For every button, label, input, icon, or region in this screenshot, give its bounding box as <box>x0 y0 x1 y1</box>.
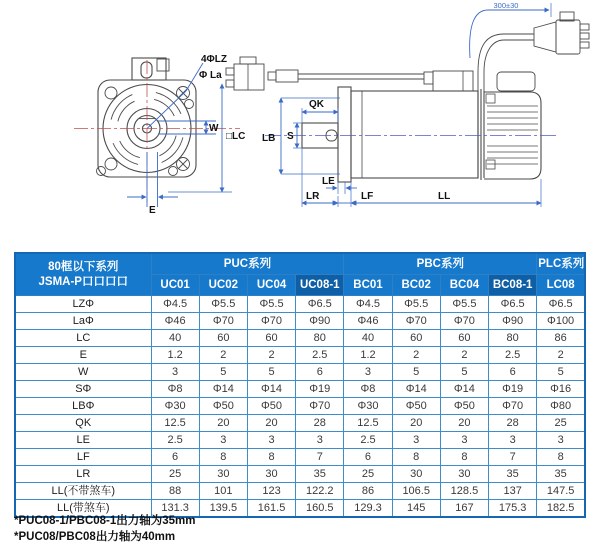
table-row <box>15 364 585 381</box>
spec-cell: Φ14 <box>392 381 440 398</box>
spec-cell: 20 <box>392 415 440 432</box>
dim-label-lr: LR <box>306 191 320 202</box>
spec-cell: Φ70 <box>489 398 537 415</box>
power-cable-icon <box>478 12 589 91</box>
spec-cell: 2 <box>392 347 440 364</box>
spec-cell: 60 <box>392 330 440 347</box>
spec-cell: Φ70 <box>296 398 344 415</box>
spec-cell: 2 <box>247 347 295 364</box>
spec-cell: Φ16 <box>537 381 585 398</box>
spec-cell: 60 <box>199 330 247 347</box>
spec-cell: Φ50 <box>392 398 440 415</box>
spec-table <box>14 252 586 518</box>
table-row <box>15 415 585 432</box>
spec-cell: Φ70 <box>247 313 295 330</box>
footnote-2: *PUC08/PBC08出力轴为40mm <box>14 531 176 543</box>
spec-cell: 1.2 <box>151 347 199 364</box>
column-header-uc01: UC01 <box>151 275 199 296</box>
group-header-plc: PLC系列 <box>537 253 585 275</box>
spec-cell: Φ5.5 <box>392 296 440 313</box>
spec-cell: Φ90 <box>489 313 537 330</box>
table-row <box>15 296 585 313</box>
spec-cell: Φ50 <box>440 398 488 415</box>
dim-label-w: W <box>209 123 219 134</box>
footnote-1: *PUC08-1/PBC08-1出力轴为35mm <box>14 515 196 527</box>
row-label: SΦ <box>15 381 151 398</box>
dim-label-le: LE <box>322 176 335 187</box>
row-label: LF <box>15 449 151 466</box>
spec-cell: 30 <box>199 466 247 483</box>
column-header-uc08-1: UC08-1 <box>296 275 344 296</box>
spec-cell: Φ6.5 <box>296 296 344 313</box>
row-label: LR <box>15 466 151 483</box>
spec-cell: 106.5 <box>392 483 440 500</box>
row-label: QK <box>15 415 151 432</box>
spec-cell: 1.2 <box>344 347 392 364</box>
spec-cell: Φ46 <box>151 313 199 330</box>
spec-cell: 20 <box>440 415 488 432</box>
spec-cell: 12.5 <box>151 415 199 432</box>
spec-cell: 128.5 <box>440 483 488 500</box>
table-row <box>15 313 585 330</box>
spec-cell: 6 <box>151 449 199 466</box>
spec-cell: Φ8 <box>344 381 392 398</box>
spec-cell: 6 <box>296 364 344 381</box>
spec-cell: 8 <box>537 449 585 466</box>
dim-label-qk: QK <box>309 99 324 110</box>
spec-cell: 25 <box>344 466 392 483</box>
spec-cell: Φ4.5 <box>344 296 392 313</box>
spec-cell: 101 <box>199 483 247 500</box>
spec-cell: 80 <box>296 330 344 347</box>
motor-dimension-drawing <box>0 0 600 250</box>
spec-table-wrapper <box>14 252 586 518</box>
spec-cell: 30 <box>392 466 440 483</box>
spec-cell: 3 <box>344 364 392 381</box>
spec-cell: 30 <box>247 466 295 483</box>
table-row <box>15 432 585 449</box>
spec-cell: Φ6.5 <box>537 296 585 313</box>
spec-cell: 8 <box>199 449 247 466</box>
spec-cell: 60 <box>247 330 295 347</box>
encoder-connector-icon <box>226 57 264 90</box>
spec-cell: Φ4.5 <box>151 296 199 313</box>
group-header-puc: PUC系列 <box>151 253 344 275</box>
spec-cell: 25 <box>537 415 585 432</box>
cooling-ribs-icon <box>487 106 538 164</box>
spec-cell: Φ19 <box>296 381 344 398</box>
spec-cell: 3 <box>199 432 247 449</box>
spec-cell: 35 <box>489 466 537 483</box>
spec-cell: 167 <box>440 500 488 518</box>
table-row <box>15 330 585 347</box>
spec-cell: 3 <box>247 432 295 449</box>
spec-cell: 5 <box>440 364 488 381</box>
spec-cell: 2.5 <box>489 347 537 364</box>
spec-cell: 86 <box>344 483 392 500</box>
spec-cell: 123 <box>247 483 295 500</box>
column-header-bc08-1: BC08-1 <box>489 275 537 296</box>
dim-label-lf: LF <box>361 191 374 202</box>
spec-cell: 139.5 <box>199 500 247 518</box>
spec-cell: 88 <box>151 483 199 500</box>
row-label: W <box>15 364 151 381</box>
spec-cell: 182.5 <box>537 500 585 518</box>
spec-cell: 129.3 <box>344 500 392 518</box>
spec-cell: 147.5 <box>537 483 585 500</box>
dim-label-lc: □LC <box>226 131 246 142</box>
table-row <box>15 466 585 483</box>
spec-cell: 12.5 <box>344 415 392 432</box>
spec-cell: 161.5 <box>247 500 295 518</box>
column-header-uc02: UC02 <box>199 275 247 296</box>
table-corner-header <box>15 253 151 296</box>
spec-cell: 7 <box>489 449 537 466</box>
spec-cell: 2 <box>440 347 488 364</box>
row-label: E <box>15 347 151 364</box>
spec-cell: 86 <box>537 330 585 347</box>
spec-cell: 122.2 <box>296 483 344 500</box>
spec-cell: 25 <box>151 466 199 483</box>
spec-cell: 5 <box>392 364 440 381</box>
spec-cell: 3 <box>392 432 440 449</box>
bolt-holes-icon <box>97 87 194 176</box>
table-row <box>15 449 585 466</box>
spec-cell: Φ46 <box>344 313 392 330</box>
row-label: LBΦ <box>15 398 151 415</box>
dim-label-lb: LB <box>262 133 276 144</box>
spec-cell: Φ30 <box>151 398 199 415</box>
spec-cell: Φ70 <box>440 313 488 330</box>
dim-label-e: E <box>149 205 156 216</box>
spec-cell: 5 <box>247 364 295 381</box>
spec-cell: 2.5 <box>344 432 392 449</box>
spec-cell: 3 <box>537 432 585 449</box>
spec-cell: 40 <box>344 330 392 347</box>
spec-cell: 3 <box>151 364 199 381</box>
spec-cell: 35 <box>537 466 585 483</box>
series-title-line2: JSMA-P口口口口 <box>38 275 128 288</box>
column-header-bc04: BC04 <box>440 275 488 296</box>
spec-cell: 6 <box>489 364 537 381</box>
spec-cell: 8 <box>247 449 295 466</box>
group-header-pbc: PBC系列 <box>344 253 537 275</box>
spec-cell: Φ70 <box>392 313 440 330</box>
spec-cell: Φ100 <box>537 313 585 330</box>
spec-cell: Φ5.5 <box>440 296 488 313</box>
spec-cell: 60 <box>440 330 488 347</box>
spec-cell: 8 <box>440 449 488 466</box>
spec-cell: 2 <box>199 347 247 364</box>
dim-label-ll: LL <box>438 191 451 202</box>
spec-cell: Φ19 <box>489 381 537 398</box>
spec-cell: 20 <box>247 415 295 432</box>
table-row <box>15 483 585 500</box>
spec-cell: Φ5.5 <box>247 296 295 313</box>
spec-cell: 5 <box>199 364 247 381</box>
row-label: LZΦ <box>15 296 151 313</box>
spec-cell: 8 <box>392 449 440 466</box>
spec-cell: Φ50 <box>247 398 295 415</box>
spec-cell: 3 <box>440 432 488 449</box>
spec-cell: Φ30 <box>344 398 392 415</box>
column-header-uc04: UC04 <box>247 275 295 296</box>
row-label: LC <box>15 330 151 347</box>
spec-cell: 80 <box>489 330 537 347</box>
spec-cell: Φ50 <box>199 398 247 415</box>
row-label: LL(带煞车) <box>15 500 151 518</box>
spec-cell: 40 <box>151 330 199 347</box>
spec-cell: 160.5 <box>296 500 344 518</box>
table-row <box>15 347 585 364</box>
spec-cell: 6 <box>344 449 392 466</box>
footnotes <box>14 513 196 545</box>
dim-label-cable-length: 300±30 <box>493 1 519 10</box>
spec-cell: Φ80 <box>537 398 585 415</box>
table-row <box>15 398 585 415</box>
front-top-connector-icon <box>132 58 169 80</box>
dim-label-s: S <box>287 131 294 142</box>
spec-cell: 7 <box>296 449 344 466</box>
spec-cell: 131.3 <box>151 500 199 518</box>
row-label: LaΦ <box>15 313 151 330</box>
series-title-line1: 80框以下系列 <box>48 261 119 274</box>
spec-cell: 28 <box>296 415 344 432</box>
spec-cell: 2.5 <box>151 432 199 449</box>
spec-cell: 35 <box>296 466 344 483</box>
row-label: LE <box>15 432 151 449</box>
spec-cell: 2.5 <box>296 347 344 364</box>
spec-cell: 137 <box>489 483 537 500</box>
table-row <box>15 381 585 398</box>
dim-label-bolt-holes: 4ΦLZ <box>201 54 227 65</box>
spec-cell: 2 <box>537 347 585 364</box>
spec-cell: Φ5.5 <box>199 296 247 313</box>
spec-cell: 3 <box>296 432 344 449</box>
row-label: LL(不带煞车) <box>15 483 151 500</box>
spec-cell: Φ90 <box>296 313 344 330</box>
column-header-bc02: BC02 <box>392 275 440 296</box>
side-view <box>226 12 589 182</box>
spec-cell: 3 <box>489 432 537 449</box>
spec-cell: Φ14 <box>440 381 488 398</box>
column-header-lc08: LC08 <box>537 275 585 296</box>
column-header-bc01: BC01 <box>344 275 392 296</box>
spec-cell: 145 <box>392 500 440 518</box>
spec-cell: Φ14 <box>199 381 247 398</box>
front-view <box>97 58 197 177</box>
spec-cell: 20 <box>199 415 247 432</box>
spec-cell: 5 <box>537 364 585 381</box>
spec-cell: 175.3 <box>489 500 537 518</box>
spec-cell: Φ8 <box>151 381 199 398</box>
spec-cell: Φ70 <box>199 313 247 330</box>
spec-cell: Φ6.5 <box>489 296 537 313</box>
dim-label-la: Φ La <box>199 70 222 81</box>
spec-cell: 28 <box>489 415 537 432</box>
spec-cell: Φ14 <box>247 381 295 398</box>
encoder-cable-icon <box>268 70 433 84</box>
spec-cell: 30 <box>440 466 488 483</box>
